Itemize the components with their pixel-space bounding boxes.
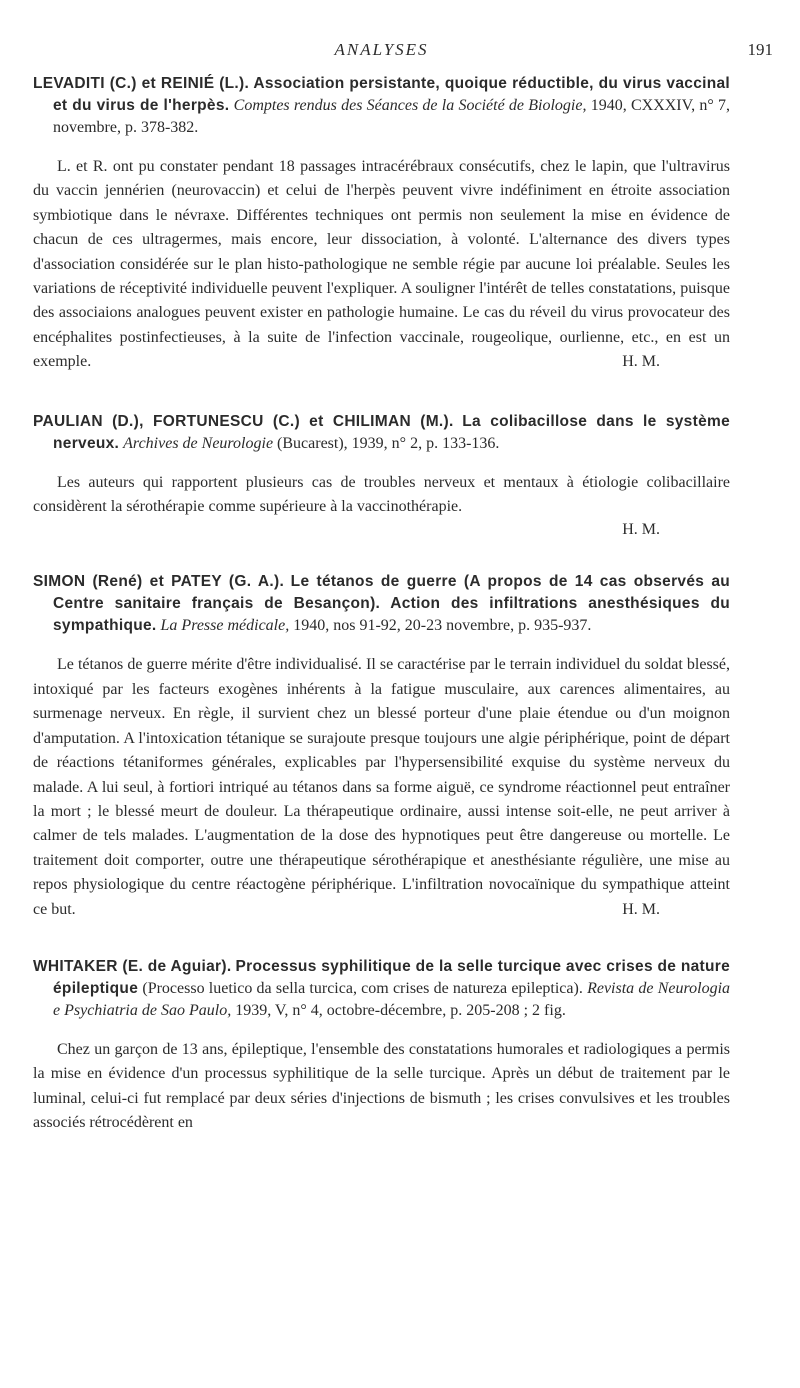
entry-citation: (Bucarest), 1939, n° 2, p. 133-136.	[277, 434, 500, 452]
entry-body-text: L. et R. ont pu constater pendant 18 passages intracérébraux consécutifs, chez le lapin, que l'ultravirus du vaccin jennérien (neurovaccin) et celui de l'herpès peuvent vivre indéfiniment en étroite association symbiotique dans le névraxe. Différentes techniques ont permis non seulement la mise en évidence de chacun de ces ultragermes, mais encore, leur dissociation, à volonté. L'alternance des divers types d'association considérée sur le plan histo-pathologique ne semble régie par aucune loi préalable. Seules les variations de réceptivité individuelle peuvent l'expliquer. A souligner l'intérêt de telles constatations, puisque des associaions analogues peuvent exister en pathologie humaine. Le cas du réveil du virus provocateur des encéphalites postinfectieuses, à la suite de l'infection vaccinale, rougeolique, ourlienne, etc., en est un exemple.	[33, 158, 730, 371]
entry-body	[33, 155, 730, 375]
entry-body	[33, 653, 730, 921]
entry-body-text: Les auteurs qui rapportent plusieurs cas de troubles nerveux et mentaux à étiologie colibacillaire considèrent la sérothérapie comme supérieure à la vaccinothérapie.	[33, 473, 730, 516]
entry-authors: WHITAKER (E. de Aguiar).	[33, 957, 232, 975]
entry-authors: LEVADITI (C.) et REINIÉ (L.).	[33, 75, 250, 92]
entry-title: Le tétanos de guerre (A propos de 14 cas observés au Centre sanitaire français de Besançon). Action des infiltrations anesthésiques du sympathique.	[53, 573, 731, 635]
abstract-entry-4	[33, 956, 730, 1136]
entry-subtitle: (Processo luetico da sella turcica, com crises de natureza epileptica).	[142, 979, 583, 997]
entry-authors: PAULIAN (D.), FORTUNESCU (C.) et CHILIMAN (M.).	[33, 412, 454, 430]
entry-body-text: Chez un garçon de 13 ans, épileptique, l'ensemble des constatations humorales et radiologiques a permis la mise en évidence d'un processus syphilitique de la selle turcique. Après un début de traitement par le luminal, celui-ci fut remplacé par deux séries d'injections de bismuth ; les crises convulsives et les troubles associés rétrocédèrent en	[33, 1040, 730, 1132]
entry-citation: 1940, CXXXIV, n° 7, novembre, p. 378-382.	[53, 97, 731, 136]
entry-signature: H. M.	[622, 353, 660, 371]
entry-citation: 1940, nos 91-92, 20-23 novembre, p. 935-937.	[293, 617, 592, 635]
running-header	[33, 0, 773, 59]
running-title: ANALYSES	[334, 40, 429, 59]
entry-title: Association persistante, quoique réductible, du virus vaccinal et du virus de l'herpès.	[53, 75, 731, 114]
entry-signature: H. M.	[622, 900, 660, 918]
abstract-entry-2	[33, 411, 730, 542]
entry-signature: H. M.	[622, 521, 660, 539]
entry-journal: Comptes rendus des Séances de la Société de Biologie,	[233, 97, 587, 114]
entry-journal: Revista de Neurologia e Psychiatria de Sao Paulo,	[53, 979, 731, 1019]
entry-title: La colibacillose dans le système nerveux.	[53, 412, 730, 452]
abstract-entry-1	[33, 73, 730, 375]
entry-body-text: Le tétanos de guerre mérite d'être individualisé. Il se caractérise par le terrain individuel du soldat blessé, intoxiqué par les facteurs exogènes inhérents à la fatigue musculaire, aux carences alimentaires, au surmenage nerveux. En règle, il survient chez un blessé porteur d'une plaie étendue ou d'un moignon d'amputation. A l'intoxication tétanique se surajoute presque toujours une algie périphérique, point de départ de réactions tétaniformes générales, explicables par l'hypersensibilité exquise du système nerveux du malade. A lui seul, à fortiori intriqué au tétanos dans sa forme aiguë, ce syndrome réactionnel peut entraîner la mort ; le blessé meurt de douleur. La thérapeutique ordinaire, aussi intense soit-elle, ne peut arriver à calmer de tels malades. L'augmentation de la dose des hypnotiques peut être dangereuse ou mortelle. Le traitement doit comporter, outre une thérapeutique sérothérapique et anesthésiante régulière, une mise au repos physiologique du centre réactogène périphérique. L'infiltration novocaïnique du sympathique atteint ce but.	[33, 656, 730, 918]
entry-journal: La Presse médicale,	[160, 617, 290, 635]
entry-heading	[33, 73, 730, 139]
entry-authors: SIMON (René) et PATEY (G. A.).	[33, 573, 285, 591]
entry-citation: 1939, V, n° 4, octobre-décembre, p. 205-208 ; 2 fig.	[235, 1001, 566, 1019]
entry-heading	[33, 571, 730, 637]
entry-heading	[33, 411, 730, 455]
page-number: 191	[747, 40, 773, 59]
entry-body	[33, 471, 730, 520]
entry-heading	[33, 956, 730, 1022]
entry-title: Processus syphilitique de la selle turcique avec crises de nature épileptique	[53, 957, 730, 997]
entry-journal: Archives de Neurologie	[123, 434, 274, 452]
abstract-entry-3	[33, 571, 730, 921]
entry-body	[33, 1038, 730, 1136]
